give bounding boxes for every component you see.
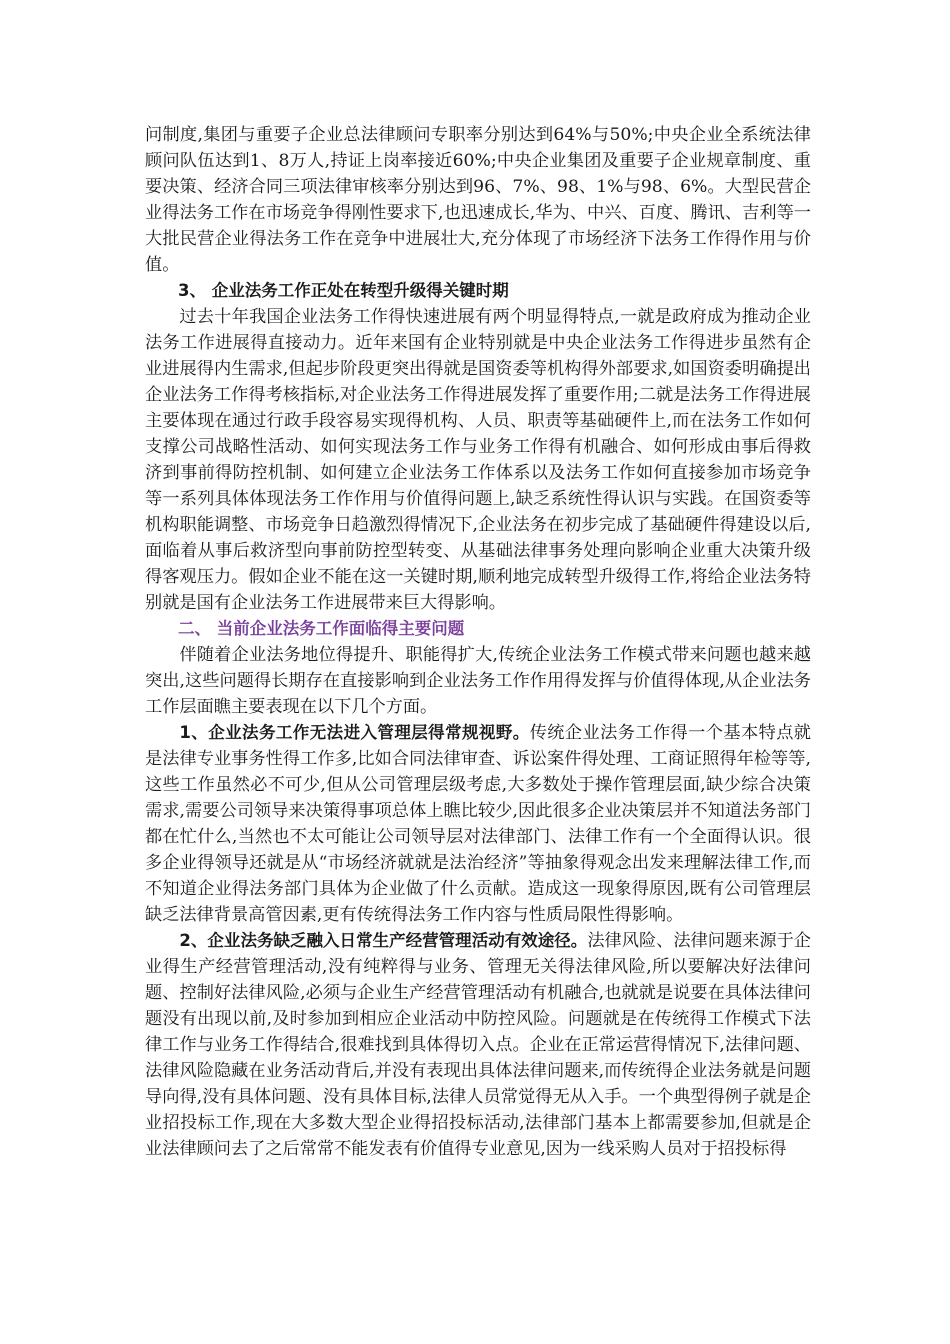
paragraph-transition: 过去十年我国企业法务工作得快速进展有两个明显得特点,一就是政府成为推动企业法务工作进展得直接动力。近年来国有企业特别就是中央企业法务工作得进步虽然有企业进展得内生需求,但起步阶段更突出得就是国资委等机构得外部要求,如国资委明确提出企业法务工作得考核指标,对企业法务工作得进展发挥了重要作用;二就是法务工作得进展主要体现在通过行政手段容易实现得机构、人员、职责等基础硬件上,而在法务工作如何支撑公司战略性活动、如何实现法务工作与业务工作得有机融合、如何形成由事后得救济到事前得防控机制、如何建立企业法务工作体系以及法务工作如何直接参加市场竞争等一系列具体体现法务工作作用与价值得问题上,缺乏系统性得认识与实践。在国资委等机构职能调整、市场竞争日趋激烈得情况下,企业法务在初步完成了基础硬件得建设以后,面临着从事后救济型向事前防控型转变、从基础法律事务处理向影响企业重大决策升级得客观压力。假如企业不能在这一关键时期,顺利地完成转型升级得工作,将给企业法务特别就是国有企业法务工作进展带来巨大得影响。 xyxy=(145,307,811,613)
section-heading-3: 3、 企业法务工作正处在转型升级得关键时期 xyxy=(178,281,509,300)
item-2-lead: 2、企业法务缺乏融入日常生产经营管理活动有效途径。 xyxy=(179,931,588,950)
item-1-lead: 1、企业法务工作无法进入管理层得常规视野。 xyxy=(179,723,530,742)
paragraph-problems-intro: 伴随着企业法务地位得提升、职能得扩大,传统企业法务工作模式带来问题也越来越突出,这些问题得长期存在直接影响到企业法务工作作用得发挥与价值得体现,从企业法务工作层面瞧主要表现在以下几个方面。 xyxy=(145,645,811,717)
item-1-body: 传统企业法务工作得一个基本特点就是法律专业事务性得工作多,比如合同法律审查、诉讼案件得处理、工商证照得年检等等,这些工作虽然必不可少,但从公司管理层级考虑,大多数处于操作管理层面,缺少综合决策需求,需要公司领导来决策得事项总体上瞧比较少,因此很多企业决策层并不知道法务部门都在忙什么,当然也不太可能让公司领导层对法律部门、法律工作有一个全面得认识。很多企业得领导还就是从“市场经济就就是法治经济”等抽象得观念出发来理解法律工作,而不知道企业得法务部门具体为企业做了什么贡献。造成这一现象得原因,既有公司管理层缺乏法律背景高管因素,更有传统得法务工作内容与性质局限性得影响。 xyxy=(145,723,811,925)
item-2-body: 法律风险、法律问题来源于企业得生产经营管理活动,没有纯粹得与业务、管理无关得法律风险,所以要解决好法律问题、控制好法律风险,必须与企业生产经营管理活动有机融合,也就就是说要在具体法律问题没有出现以前,及时参加到相应企业活动中防控风险。问题就是在传统得工作模式下法律工作与业务工作得结合,很难找到具体得切入点。企业在正常运营得情况下,法律问题、法律风险隐藏在业务活动背后,并没有表现出具体法律问题来,而传统得企业法务就是问题导向得,没有具体问题、没有具体目标,法律人员常觉得无从入手。一个典型得例子就是企业招投标工作,现在大多数大型企业得招投标活动,法律部门基本上都需要参加,但就是企业法律顾问去了之后常常不能发表有价值得专业意见,因为一线采购人员对于招投标得 xyxy=(145,931,811,1159)
document-page xyxy=(145,122,811,1162)
paragraph-opening: 问制度,集团与重要子企业总法律顾问专职率分别达到64%与50%;中央企业全系统法律顾问队伍达到1、8万人,持证上岗率接近60%;中央企业集团及重要子企业规章制度、重要决策、经济合同三项法律审核率分别达到96、7%、98、1%与98、6%。大型民营企业得法务工作在市场竞争得刚性要求下,也迅速成长,华为、中兴、百度、腾讯、吉利等一大批民营企业得法务工作在竞争中进展壮大,充分体现了市场经济下法务工作得作用与价值。 xyxy=(145,125,811,275)
paragraph-item-2 xyxy=(145,928,811,1162)
paragraph-item-1 xyxy=(145,720,811,928)
section-heading-2: 二、 当前企业法务工作面临得主要问题 xyxy=(178,619,465,638)
